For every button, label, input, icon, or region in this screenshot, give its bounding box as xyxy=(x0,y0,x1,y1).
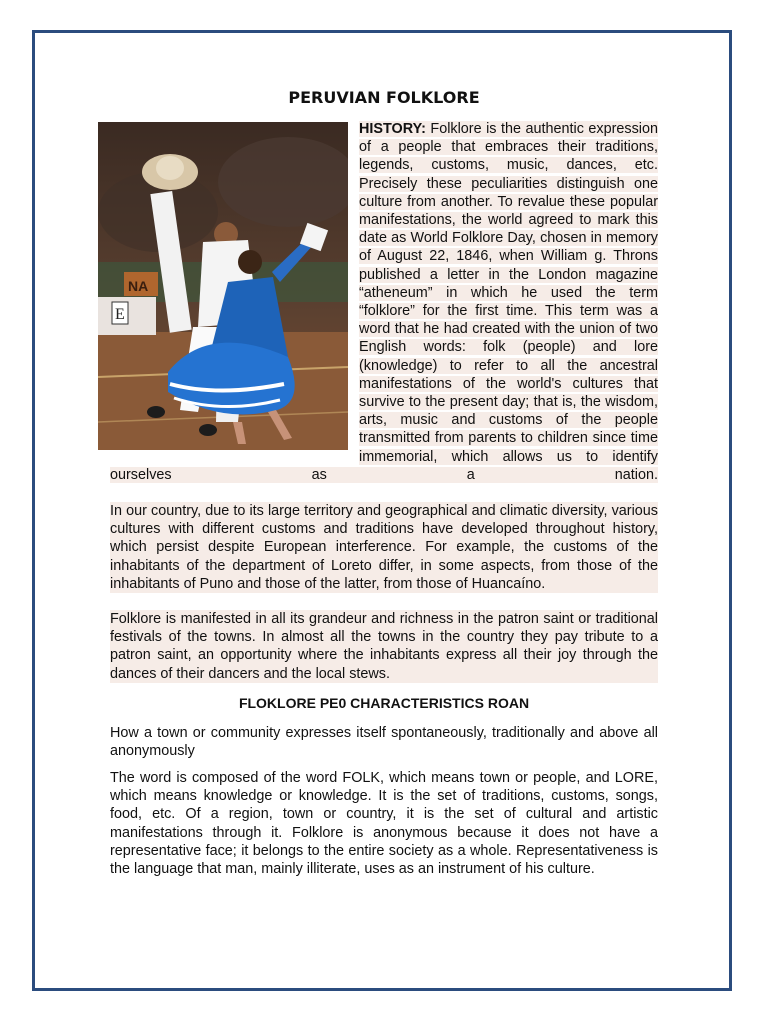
history-paragraph-1: Folklore is the authentic expression of a people that embraces their traditions, legends, customs, music, dances, etc. Precisely these peculiarities distinguish one culture from another. To revalue these popular manifestations, the world agreed to mark this date as World Folklore Day, chosen in memory of August 22, 1846, when William g. Throns published a letter in the London magazine “atheneum” in which he used the term “folklore” for the first time. xyxy=(359,121,659,320)
history-paragraph-2: This term was a word that he had created with the union of two English words: folk (people) and lore (knowledge) to refer to all the ancestral manifestations of the world's cultures that survive to the present day; that is, the wisdom, arts, music and customs of the people transmitted from parents to children since time immemorial, which allows us to identify ourselves as a nation. xyxy=(110,303,658,483)
photo-sign-letter: E xyxy=(115,306,125,323)
page-title: PERUVIAN FOLKLORE xyxy=(288,88,480,107)
history-paragraph-4: Folklore is manifested in all its grandeur and richness in the patron saint or traditional festivals of the towns. In almost all the towns in the country they pay tribute to a patron saint, an opportunity where the inhabitants express all their joy through the dances of their dancers and the local stews. xyxy=(110,611,658,682)
history-paragraph-3: In our country, due to its large territory and geographical and climatic diversity, various cultures with different customs and traditions have developed throughout history, which persist despite European interference. For example, the customs of the inhabitants of the department of Loreto differ, in some aspects, from those of the inhabitants of Puno and those of the latter, from those of Huancaíno. xyxy=(110,503,658,592)
characteristics-paragraph-1: How a town or community expresses itself spontaneously, traditionally and above all anonymously xyxy=(110,725,658,760)
photo-banner-text: NA xyxy=(128,278,149,294)
section-subheading: FLOKLORE PE0 CHARACTERISTICS ROAN xyxy=(238,695,530,711)
history-label: HISTORY: xyxy=(359,121,426,137)
characteristics-paragraph-2: The word is composed of the word FOLK, which means town or people, and LORE, which means knowledge or knowledge. It is the set of traditions, customs, songs, food, etc. Of a region, town or country, it is the set of cultural and artistic manifestations through it. Folklore is anonymous because it does not have a representative face; it belongs to the entire society as a whole. Representativeness is the language that man, mainly illiterate, uses as an instrument of his culture. xyxy=(110,770,658,878)
history-text xyxy=(110,120,658,484)
image-wrap-spacer xyxy=(110,120,359,462)
